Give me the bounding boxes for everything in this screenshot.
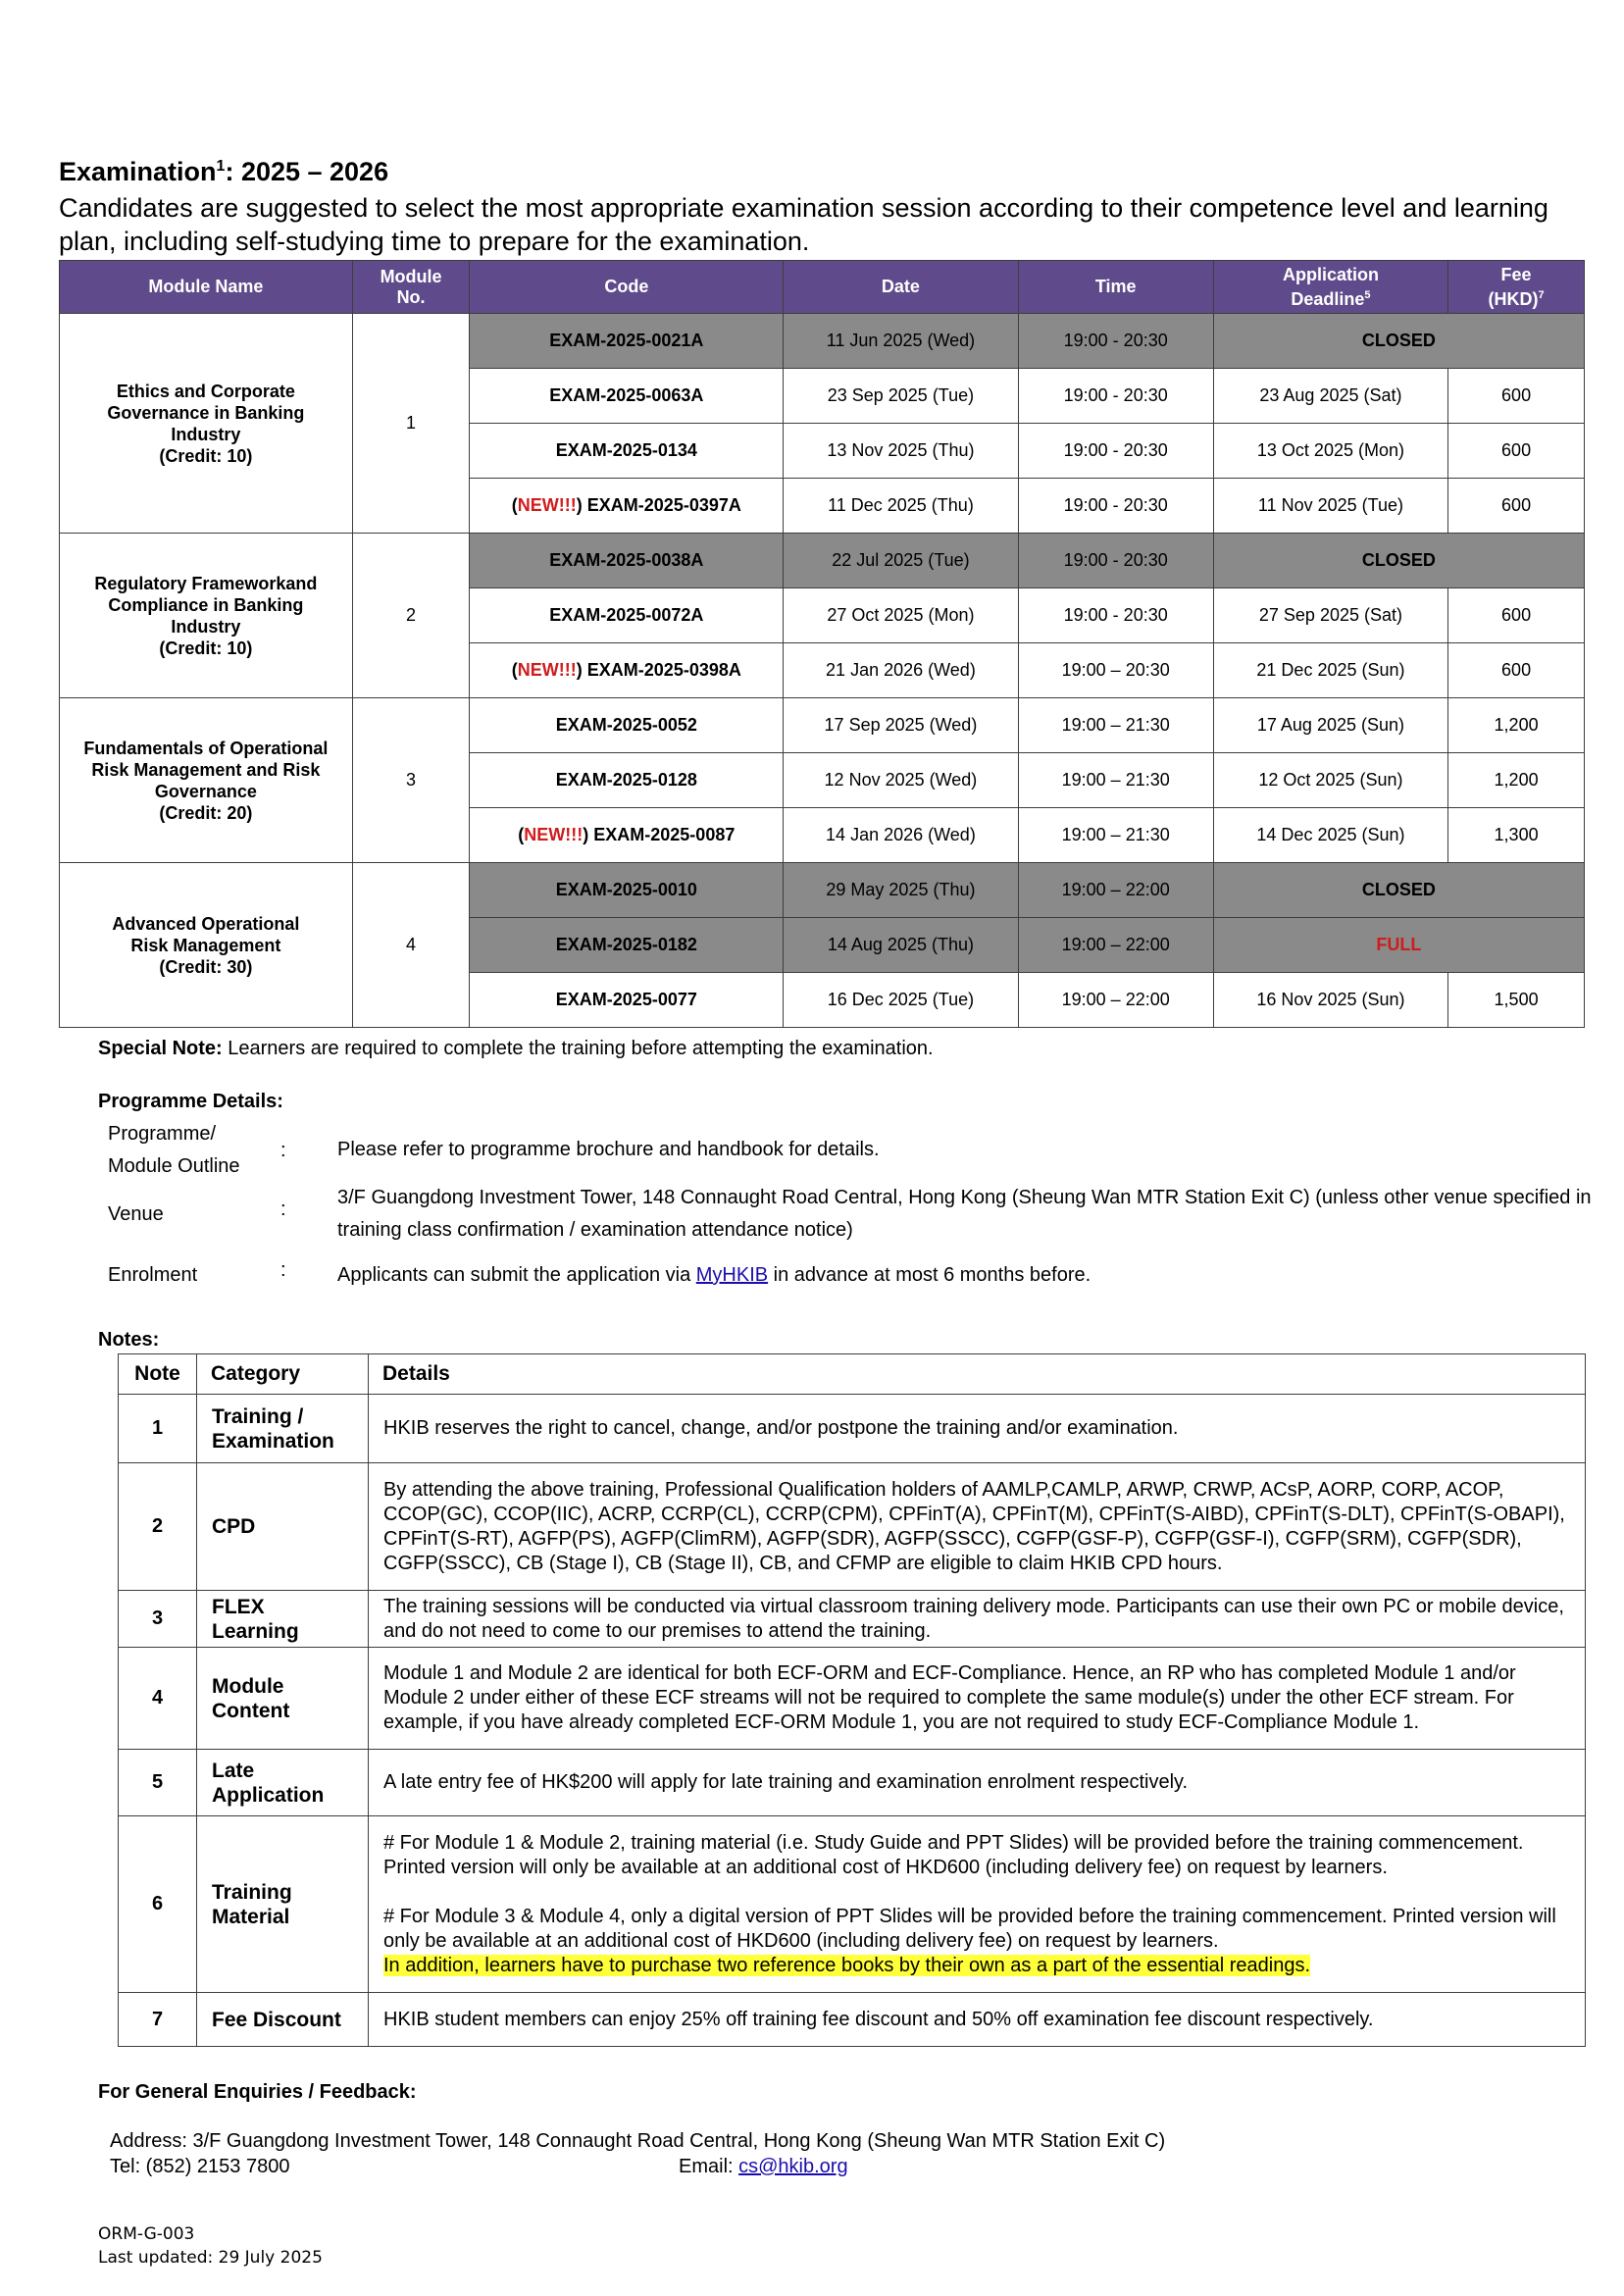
note-row [119, 1750, 1586, 1816]
fee-cell: 600 [1448, 643, 1585, 698]
date-cell: 29 May 2025 (Thu) [784, 863, 1018, 918]
code-cell: (NEW!!!) EXAM-2025-0087 [470, 808, 784, 863]
module-name-cell: Regulatory Frameworkand Compliance in Banking Industry (Credit: 10) [60, 534, 353, 698]
time-cell: 19:00 - 20:30 [1018, 479, 1213, 534]
note-details-part: # For Module 1 & Module 2, training material (i.e. Study Guide and PPT Slides) will be provided before the training commencement. Printed version will only be available at an additional cost of HKD600 (including delivery fee) on request by learners. [383, 1831, 1524, 1878]
enquiries-email: Email: cs@hkib.org [679, 2156, 848, 2177]
notes-header-row [119, 1354, 1586, 1395]
note-category: CPD [197, 1463, 369, 1591]
new-tag: NEW!!! [517, 495, 577, 515]
deadline-cell: 14 Dec 2025 (Sun) [1213, 808, 1447, 863]
deadline-cell: 16 Nov 2025 (Sun) [1213, 973, 1447, 1028]
deadline-cell: 11 Nov 2025 (Tue) [1213, 479, 1447, 534]
status-cell: CLOSED [1213, 863, 1584, 918]
header-code: Code [470, 261, 784, 314]
note-details: HKIB student members can enjoy 25% off training fee discount and 50% off examination fee discount respectively. [369, 1993, 1586, 2047]
notes-table [118, 1353, 1586, 2047]
notes-heading: Notes: [98, 1329, 160, 1351]
deadline-cell: 12 Oct 2025 (Sun) [1213, 753, 1447, 808]
date-cell: 23 Sep 2025 (Tue) [784, 369, 1018, 424]
note-details: Module 1 and Module 2 are identical for both ECF-ORM and ECF-Compliance. Hence, an RP who has completed Module 1 and/or Module 2 under either of these ECF streams will not be required to complete the same module(s) under the other ECF stream. For example, if you have already completed ECF-ORM Module 1, you are not required to study ECF-Compliance Module 1. [369, 1648, 1586, 1750]
enrolment-value: Applicants can submit the application via MyHKIB in advance at most 6 months before. [337, 1264, 1091, 1286]
time-cell: 19:00 - 20:30 [1018, 534, 1213, 588]
note-row [119, 1816, 1586, 1993]
code-cell: EXAM-2025-0021A [470, 314, 784, 369]
code-cell: EXAM-2025-0134 [470, 424, 784, 479]
note-row [119, 1395, 1586, 1463]
email-link[interactable]: cs@hkib.org [738, 2156, 848, 2177]
fee-cell: 600 [1448, 424, 1585, 479]
date-cell: 27 Oct 2025 (Mon) [784, 588, 1018, 643]
footer-code: ORM-G-003 [98, 2224, 195, 2244]
note-number: 4 [119, 1648, 197, 1750]
note-category: Training / Examination [197, 1395, 369, 1463]
code-cell: EXAM-2025-0077 [470, 973, 784, 1028]
code-cell: EXAM-2025-0128 [470, 753, 784, 808]
note-number: 2 [119, 1463, 197, 1591]
exam-row [60, 698, 1585, 753]
header-fee: Fee (HKD)$^7$ [1448, 261, 1585, 314]
status-cell: CLOSED [1213, 314, 1584, 369]
venue-label: Venue [108, 1203, 164, 1225]
exam-row [60, 314, 1585, 369]
fee-cell: 1,200 [1448, 753, 1585, 808]
code-cell: EXAM-2025-0072A [470, 588, 784, 643]
header-note: Note [119, 1354, 197, 1395]
date-cell: 17 Sep 2025 (Wed) [784, 698, 1018, 753]
code-cell: EXAM-2025-0052 [470, 698, 784, 753]
code-cell: EXAM-2025-0063A [470, 369, 784, 424]
note-row [119, 1463, 1586, 1591]
code-cell: EXAM-2025-0010 [470, 863, 784, 918]
venue-value: 3/F Guangdong Investment Tower, 148 Connaught Road Central, Hong Kong (Sheung Wan MTR Station Exit C) (unless other venue specified in training class confirmation / examination attendance notice) [337, 1187, 1592, 1241]
fee-cell: 600 [1448, 369, 1585, 424]
note-number: 6 [119, 1816, 197, 1993]
header-details: Details [369, 1354, 1586, 1395]
fee-cell: 600 [1448, 479, 1585, 534]
header-time: Time [1018, 261, 1213, 314]
deadline-cell: 21 Dec 2025 (Sun) [1213, 643, 1447, 698]
status-cell-full: FULL [1213, 918, 1584, 973]
fee-cell: 1,200 [1448, 698, 1585, 753]
highlighted-text: In addition, learners have to purchase two reference books by their own as a part of the essential readings. [383, 1954, 1310, 1976]
time-cell: 19:00 – 20:30 [1018, 643, 1213, 698]
date-cell: 21 Jan 2026 (Wed) [784, 643, 1018, 698]
note-category: FLEX Learning [197, 1591, 369, 1648]
myhkib-link[interactable]: MyHKIB [695, 1264, 769, 1286]
code-cell: (NEW!!!) EXAM-2025-0398A [470, 643, 784, 698]
new-tag: NEW!!! [524, 825, 584, 844]
note-details [369, 1816, 1586, 1993]
note-details: A late entry fee of HK$200 will apply for late training and examination enrolment respectively. [369, 1750, 1586, 1816]
date-cell: 14 Aug 2025 (Thu) [784, 918, 1018, 973]
note-row [119, 1591, 1586, 1648]
date-cell: 12 Nov 2025 (Wed) [784, 753, 1018, 808]
deadline-cell: 17 Aug 2025 (Sun) [1213, 698, 1447, 753]
intro-text: Candidates are suggested to select the most appropriate examination session according to their competence level and learning plan, including self-studying time to prepare for the examination. [59, 193, 1548, 256]
module-no-cell: 2 [352, 534, 470, 698]
page-title: Examination$^1$: 2025 – 2026 [59, 157, 389, 186]
date-cell: 14 Jan 2026 (Wed) [784, 808, 1018, 863]
enrolment-colon: : [280, 1259, 286, 1281]
note-number: 1 [119, 1395, 197, 1463]
examination-table [59, 260, 1585, 1028]
time-cell: 19:00 – 22:00 [1018, 973, 1213, 1028]
deadline-cell: 27 Sep 2025 (Sat) [1213, 588, 1447, 643]
time-cell: 19:00 – 21:30 [1018, 753, 1213, 808]
note-details: The training sessions will be conducted via virtual classroom training delivery mode. Participants can use their own PC or mobile device, and do not need to come to our premises to attend the training. [369, 1591, 1586, 1648]
note-number: 5 [119, 1750, 197, 1816]
date-cell: 13 Nov 2025 (Thu) [784, 424, 1018, 479]
note-category: Training Material [197, 1816, 369, 1993]
new-tag: NEW!!! [517, 660, 577, 680]
note-category: Fee Discount [197, 1993, 369, 2047]
programme-details-heading: Programme Details: [98, 1091, 283, 1112]
deadline-cell: 23 Aug 2025 (Sat) [1213, 369, 1447, 424]
time-cell: 19:00 – 22:00 [1018, 918, 1213, 973]
code-cell: EXAM-2025-0182 [470, 918, 784, 973]
module-no-cell: 4 [352, 863, 470, 1028]
enquiries-heading: For General Enquiries / Feedback: [98, 2081, 417, 2103]
note-number: 7 [119, 1993, 197, 2047]
exam-header-row [60, 261, 1585, 314]
note-row [119, 1993, 1586, 2047]
time-cell: 19:00 - 20:30 [1018, 424, 1213, 479]
note-details-part: # For Module 3 & Module 4, only a digital version of PPT Slides will be provided before the training commencement. Printed version will only be available at an additional cost of HKD600 (including delivery fee) on request by learners. [383, 1905, 1556, 1952]
note-category: Late Application [197, 1750, 369, 1816]
header-module-no: Module No. [352, 261, 470, 314]
outline-value: Please refer to programme brochure and handbook for details. [337, 1139, 880, 1160]
date-cell: 11 Jun 2025 (Wed) [784, 314, 1018, 369]
exam-row [60, 863, 1585, 918]
note-number: 3 [119, 1591, 197, 1648]
code-cell: EXAM-2025-0038A [470, 534, 784, 588]
module-name-cell: Fundamentals of Operational Risk Management and Risk Governance (Credit: 20) [60, 698, 353, 863]
date-cell: 16 Dec 2025 (Tue) [784, 973, 1018, 1028]
enquiries-address: Address: 3/F Guangdong Investment Tower, 148 Connaught Road Central, Hong Kong (Sheung Wan MTR Station Exit C) [110, 2130, 1166, 2152]
exam-row [60, 534, 1585, 588]
venue-colon: : [280, 1199, 286, 1220]
outline-colon: : [280, 1140, 286, 1161]
time-cell: 19:00 – 21:30 [1018, 808, 1213, 863]
module-name-cell: Advanced Operational Risk Management (Credit: 30) [60, 863, 353, 1028]
enrolment-label: Enrolment [108, 1264, 198, 1286]
module-no-cell: 3 [352, 698, 470, 863]
module-no-cell: 1 [352, 314, 470, 534]
time-cell: 19:00 - 20:30 [1018, 588, 1213, 643]
status-cell: CLOSED [1213, 534, 1584, 588]
note-details: HKIB reserves the right to cancel, change, and/or postpone the training and/or examination. [369, 1395, 1586, 1463]
time-cell: 19:00 - 20:30 [1018, 314, 1213, 369]
date-cell: 22 Jul 2025 (Tue) [784, 534, 1018, 588]
note-category: Module Content [197, 1648, 369, 1750]
header-deadline: Application Deadline$^5$ [1213, 261, 1447, 314]
fee-cell: 1,300 [1448, 808, 1585, 863]
deadline-cell: 13 Oct 2025 (Mon) [1213, 424, 1447, 479]
enquiries-tel: Tel: (852) 2153 7800 [110, 2156, 290, 2177]
time-cell: 19:00 - 20:30 [1018, 369, 1213, 424]
time-cell: 19:00 – 22:00 [1018, 863, 1213, 918]
footer-updated: Last updated: 29 July 2025 [98, 2248, 323, 2268]
special-note: Special Note: Learners are required to complete the training before attempting the examination. [98, 1038, 934, 1059]
note-details: By attending the above training, Professional Qualification holders of AAMLP,CAMLP, ARWP, CRWP, ACsP, AORP, CORP, ACOP, CCOP(GC), CCOP(IIC), ACRP, CCRP(CL), CCRP(CPM), CPFinT(A), CPFinT(M), CPFinT(S-AIBD), CPFinT(S-DLT), CPFinT(S-OBAPI), CPFinT(S-RT), AGFP(PS), AGFP(ClimRM), AGFP(SDR), AGFP(SSCC), CGFP(GSF-P), CGFP(GSF-I), CGFP(SRM), CGFP(SDR), CGFP(SSCC), CB (Stage I), CB (Stage II), CB, and CFMP are eligible to claim HKIB CPD hours. [369, 1463, 1586, 1591]
fee-cell: 600 [1448, 588, 1585, 643]
date-cell: 11 Dec 2025 (Thu) [784, 479, 1018, 534]
module-name-cell: Ethics and Corporate Governance in Banking Industry (Credit: 10) [60, 314, 353, 534]
header-category: Category [197, 1354, 369, 1395]
header-date: Date [784, 261, 1018, 314]
header-module-name: Module Name [60, 261, 353, 314]
code-cell: (NEW!!!) EXAM-2025-0397A [470, 479, 784, 534]
fee-cell: 1,500 [1448, 973, 1585, 1028]
time-cell: 19:00 – 21:30 [1018, 698, 1213, 753]
note-row [119, 1648, 1586, 1750]
outline-label: Programme/ Module Outline [108, 1123, 240, 1177]
